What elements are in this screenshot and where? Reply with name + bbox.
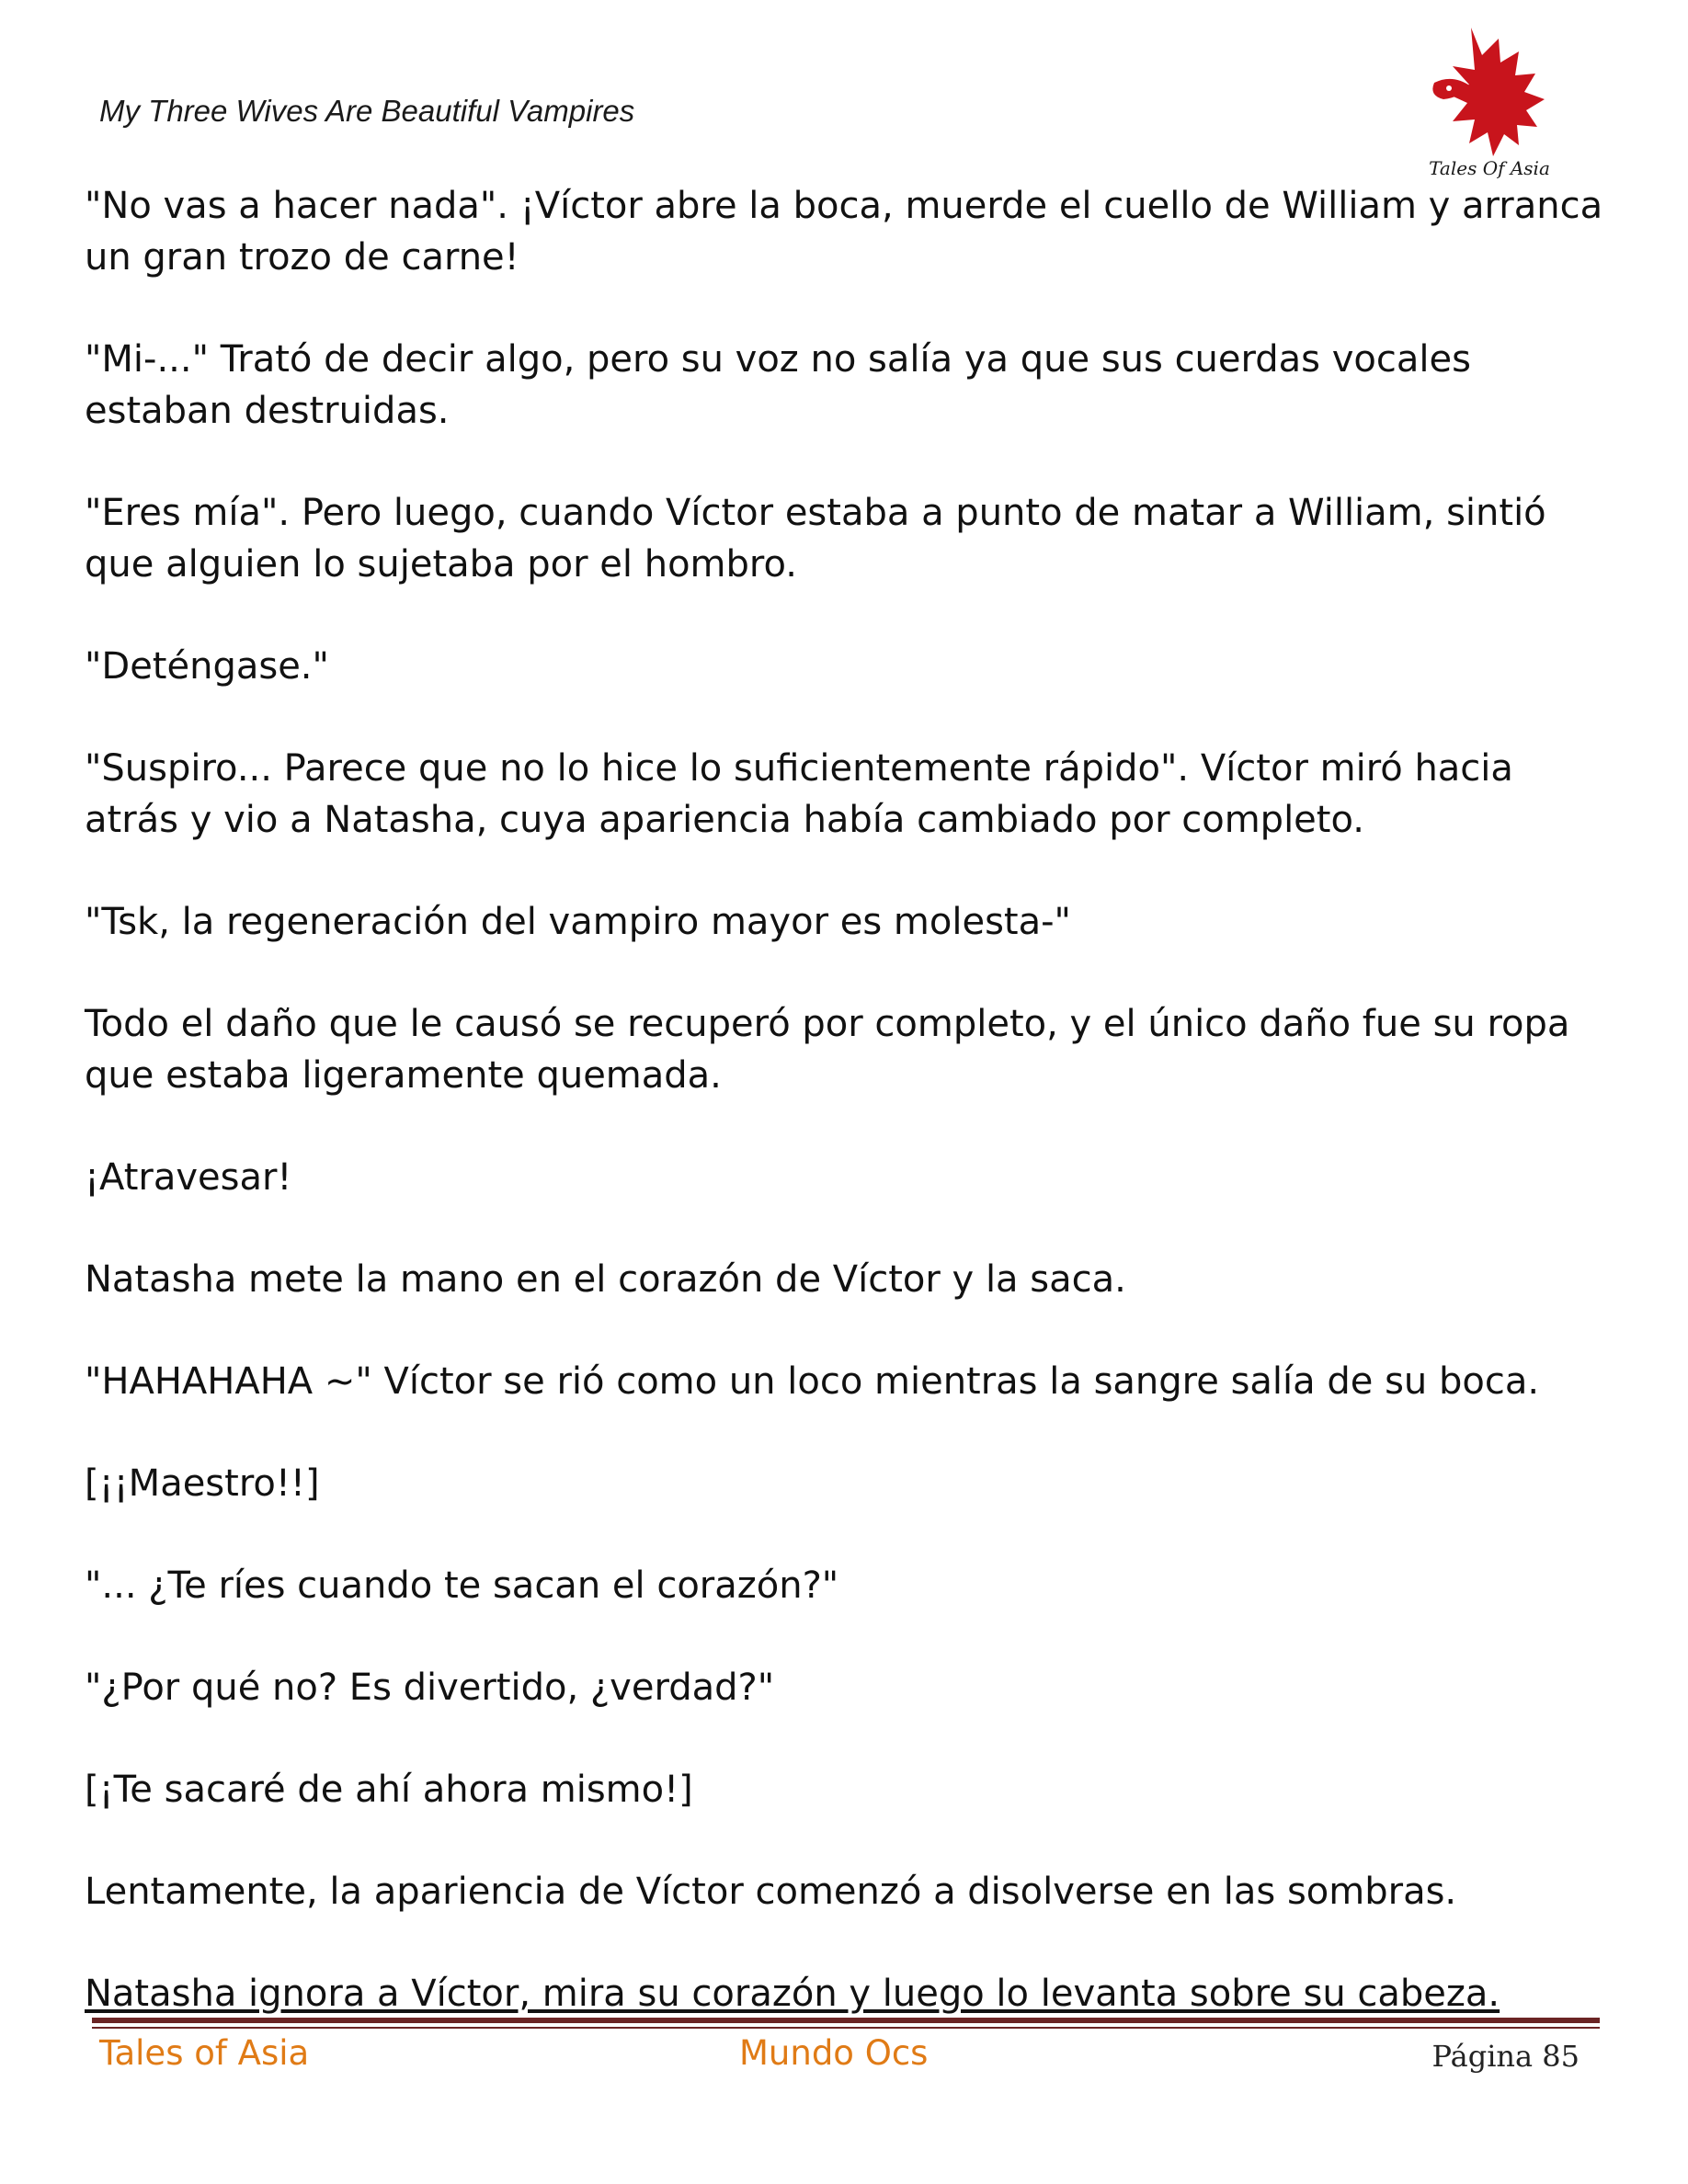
paragraph: "Suspiro... Parece que no lo hice lo suficientemente rápido". Víctor miró hacia atrás y vio a Natasha, cuya apariencia había cambiado por completo. [85, 747, 1513, 841]
paragraph: "... ¿Te ríes cuando te sacan el corazón?" [85, 1564, 839, 1607]
footer-section: Mundo Ocs [739, 2033, 929, 2073]
paragraph: "No vas a hacer nada". ¡Víctor abre la boca, muerde el cuello de William y arranca un gran trozo de carne! [85, 185, 1603, 279]
red-dragon-icon [1416, 18, 1563, 184]
paragraph-last: Natasha ignora a Víctor, mira su corazón y luego lo levanta sobre su cabeza. [85, 1973, 1500, 2015]
paragraph: [¡Te sacaré de ahí ahora mismo!] [85, 1769, 693, 1811]
paragraph: Lentamente, la apariencia de Víctor comenzó a disolverse en las sombras. [85, 1871, 1457, 1913]
paragraph: "Mi-..." Trató de decir algo, pero su voz no salía ya que sus cuerdas vocales estaban destruidas. [85, 338, 1471, 432]
page-body [85, 180, 1611, 2019]
paragraph: "HAHAHAHA ~" Víctor se rió como un loco mientras la sangre salía de su boca. [85, 1360, 1540, 1403]
paragraph: "Eres mía". Pero luego, cuando Víctor estaba a punto de matar a William, sintió que alguien lo sujetaba por el hombro. [85, 492, 1546, 586]
footer-divider-thin [92, 2027, 1600, 2029]
paragraph: ¡Atravesar! [85, 1156, 292, 1199]
paragraph: "¿Por qué no? Es divertido, ¿verdad?" [85, 1666, 775, 1709]
paragraph: [¡¡Maestro!!] [85, 1462, 320, 1505]
footer-site-name: Tales of Asia [99, 2033, 310, 2073]
paragraph: "Deténgase." [85, 645, 329, 688]
logo [1416, 18, 1563, 184]
logo-text: Tales Of Asia [1429, 157, 1550, 179]
footer-divider [92, 2018, 1600, 2023]
paragraph: Natasha mete la mano en el corazón de Víctor y la saca. [85, 1258, 1126, 1301]
header-title: My Three Wives Are Beautiful Vampires [99, 94, 635, 128]
paragraph: "Tsk, la regeneración del vampiro mayor es molesta-" [85, 901, 1071, 943]
paragraph: Todo el daño que le causó se recuperó por completo, y el único daño fue su ropa que estaba ligeramente quemada. [85, 1003, 1570, 1097]
page-number: Página 85 [1431, 2039, 1580, 2074]
